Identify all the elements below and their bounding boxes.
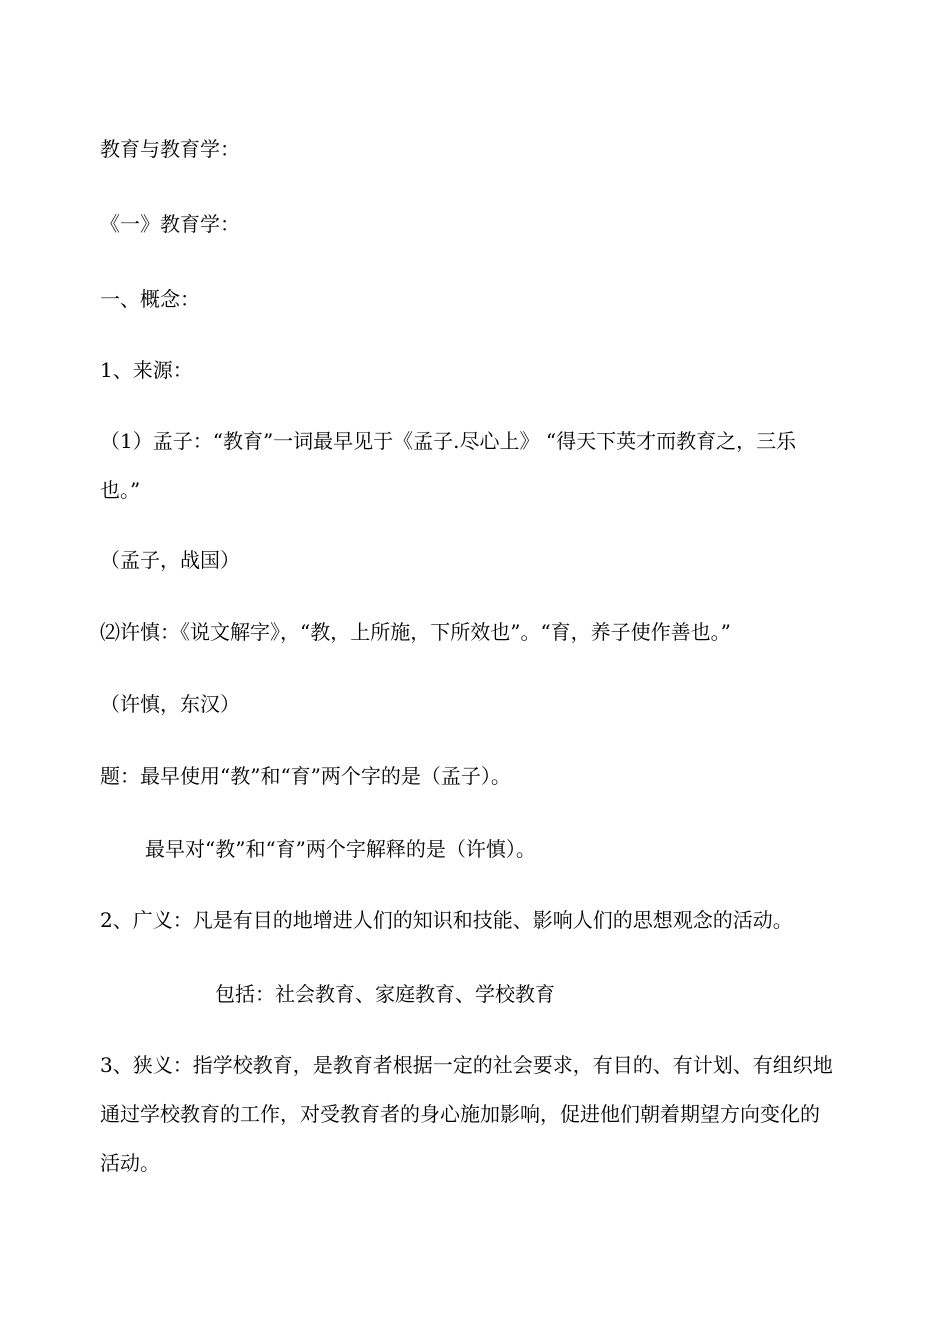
mencius-quote-line-2: 也。” bbox=[100, 478, 141, 502]
document-heading: 教育与教育学： bbox=[100, 137, 240, 161]
broad-includes: 包括：社会教育、家庭教育、学校教育 bbox=[215, 982, 555, 1006]
question-line-1: 题：最早使用“教”和“育”两个字的是（孟子）。 bbox=[100, 764, 511, 788]
mencius-quote-line-1: （1）孟子：“教育”一词最早见于《孟子.尽心上》 “得天下英才而教育之，三乐 bbox=[100, 429, 797, 453]
section-title: 《一》教育学： bbox=[100, 212, 240, 236]
xushen-quote-line: ⑵许慎：《说文解字》，“教，上所施，下所效也”。“育，养子使作善也。” bbox=[100, 620, 731, 644]
narrow-definition-line-2: 通过学校教育的工作，对受教育者的身心施加影响，促进他们朝着期望方向变化的 bbox=[100, 1102, 820, 1126]
mencius-attribution: （孟子，战国） bbox=[100, 548, 240, 572]
narrow-definition-line-3: 活动。 bbox=[100, 1151, 160, 1175]
source-heading: 1、来源： bbox=[100, 358, 193, 382]
concept-heading: 一、概念： bbox=[100, 287, 200, 311]
broad-definition: 2、广义：凡是有目的地增进人们的知识和技能、影响人们的思想观念的活动。 bbox=[100, 908, 793, 932]
question-line-2: 最早对“教”和“育”两个字解释的是（许慎）。 bbox=[145, 837, 536, 861]
narrow-definition-line-1: 3、狭义：指学校教育，是教育者根据一定的社会要求，有目的、有计划、有组织地 bbox=[100, 1053, 833, 1077]
xushen-attribution: （许慎，东汉） bbox=[100, 692, 240, 716]
